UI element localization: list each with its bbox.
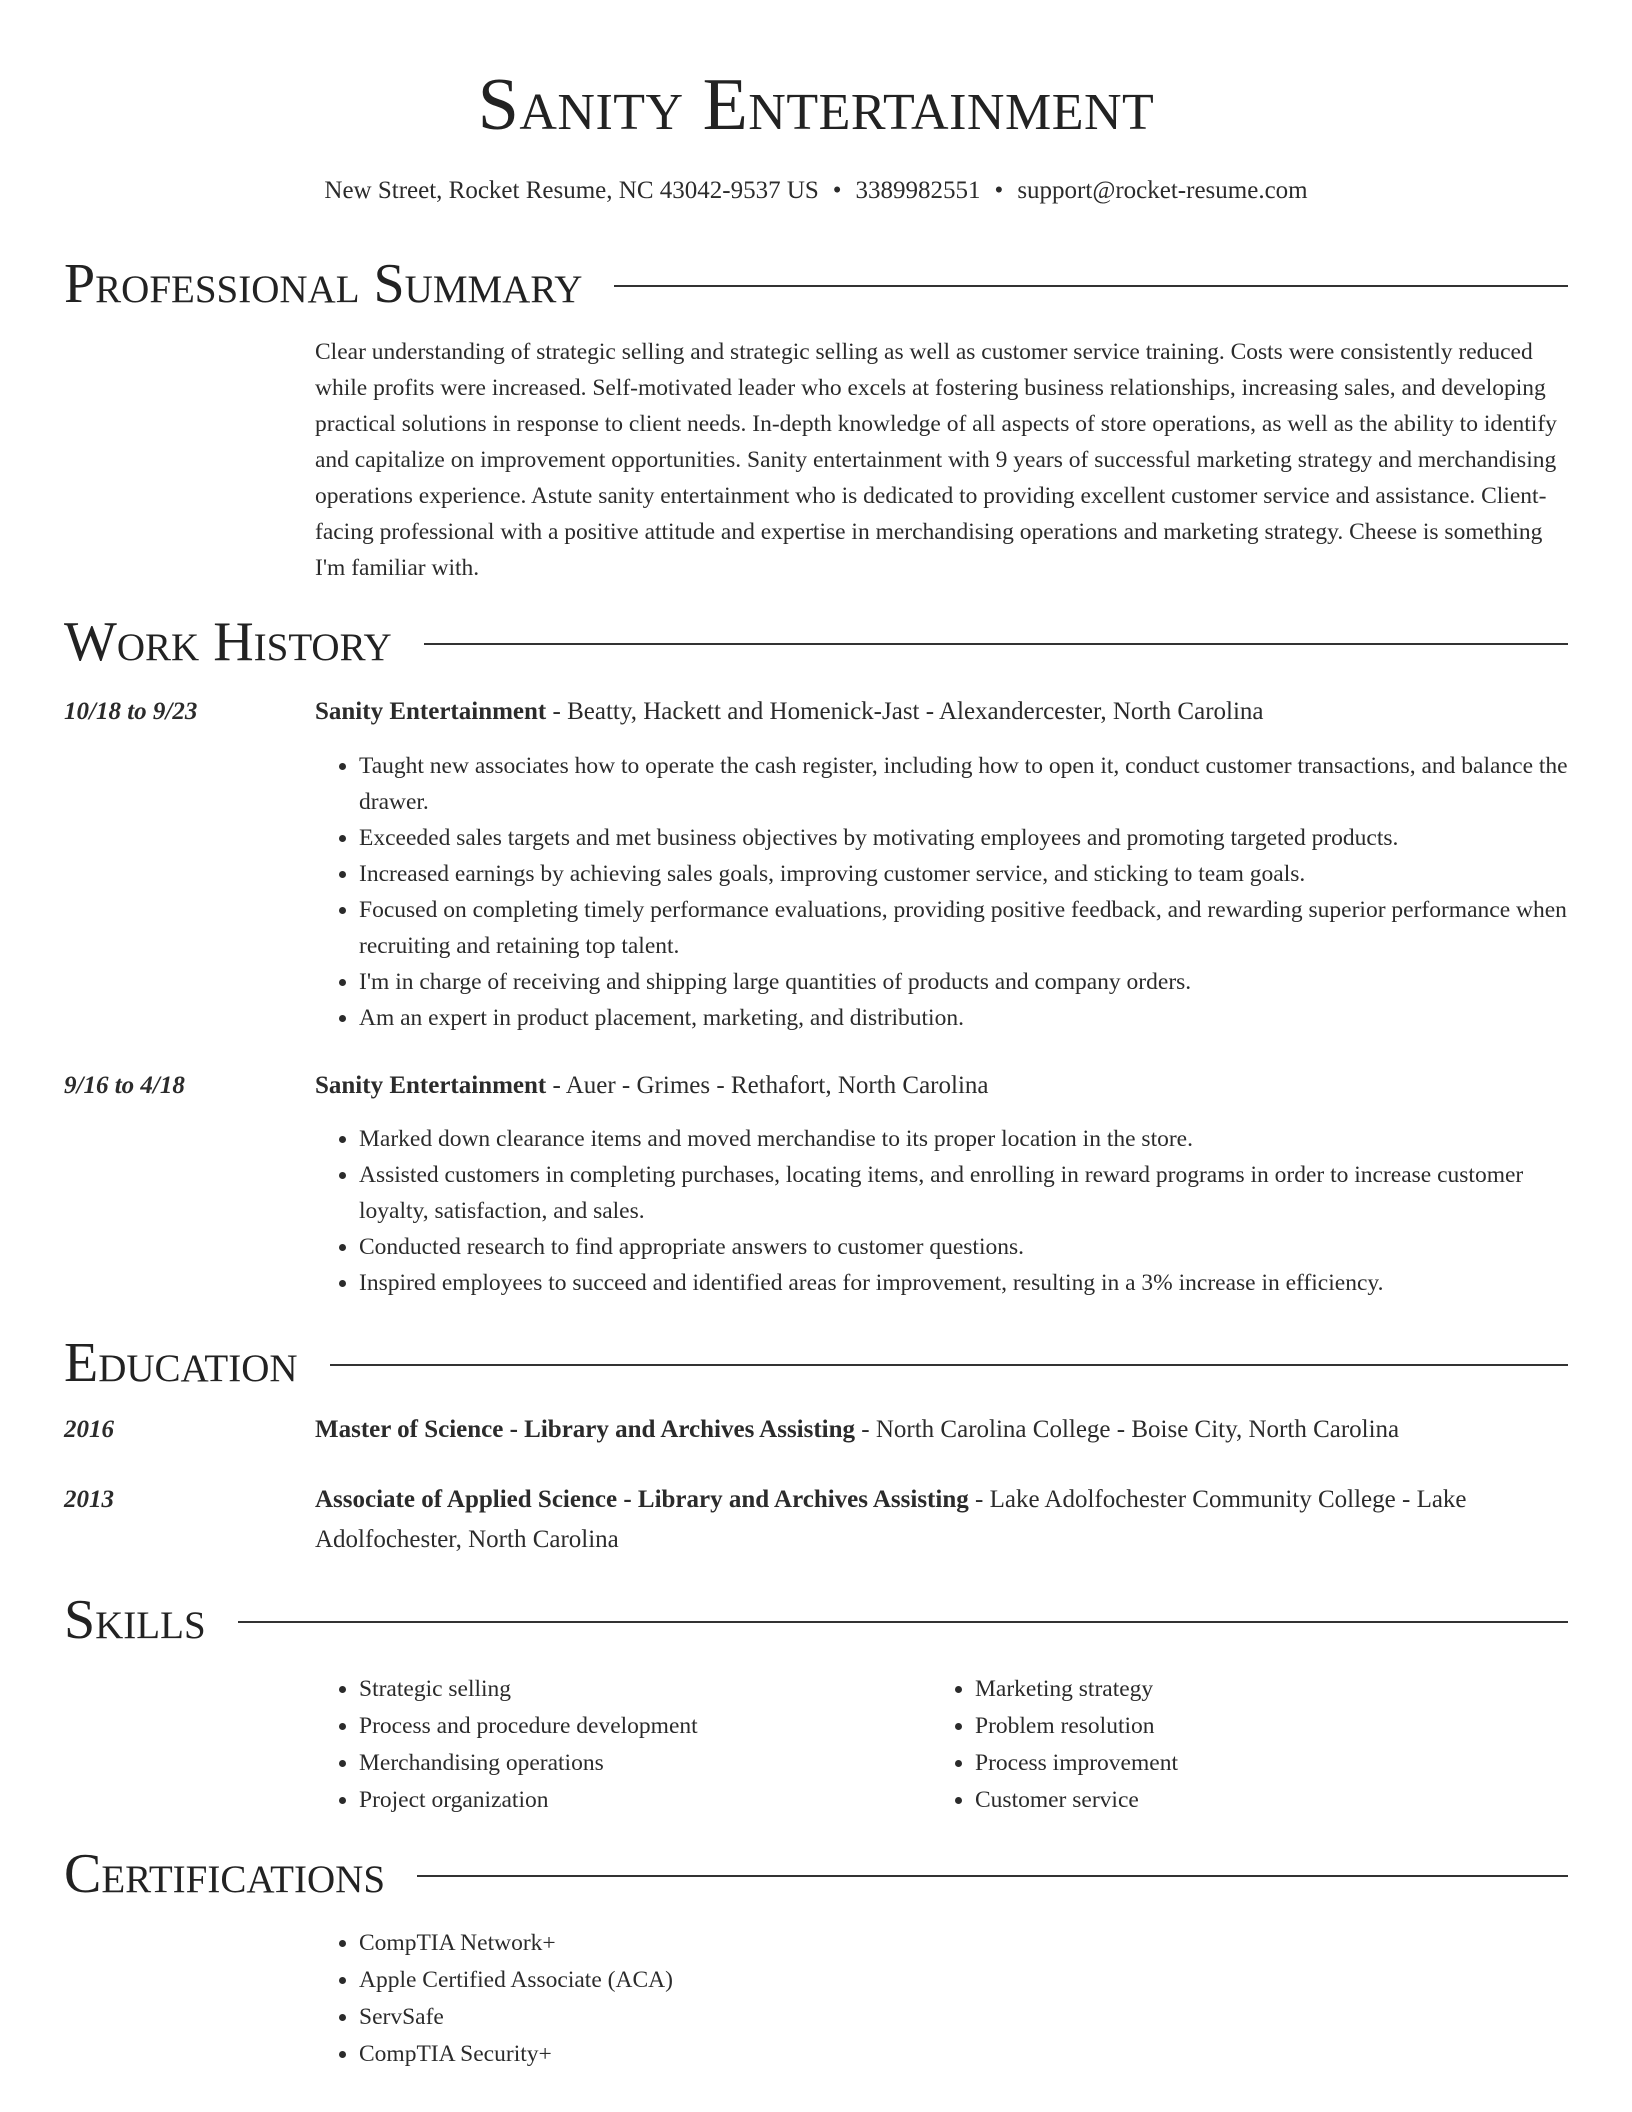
section-title-certifications: Certifications [64,1843,386,1905]
contact-separator: • [994,177,1004,204]
section-divider [424,643,1568,645]
certifications-list [315,1925,875,2073]
job-company: Sanity Entertainment [315,698,547,725]
job-heading [315,1066,1568,1106]
list-item: • Marketing strategy [975,1671,1491,1708]
list-item: • Focused on completing timely performance evaluations, providing positive feedback, and rewarding superior performance when recruiting and retaining top talent. [359,892,1568,964]
job-bullets [315,1121,1568,1301]
section-title-education: Education [64,1332,298,1394]
list-item: • Process improvement [975,1745,1491,1782]
contact-line [0,174,1632,208]
education-degree: Master of Science - Library and Archives Assisting [315,1416,856,1443]
section-title-work: Work History [64,611,392,673]
list-item: • Conducted research to find appropriate answers to customer questions. [359,1229,1568,1265]
contact-email: support@rocket-resume.com [1017,177,1308,204]
job-company: Sanity Entertainment [315,1072,547,1099]
list-item: • Inspired employees to succeed and identified areas for improvement, resulting in a 3% increase in efficiency. [359,1265,1568,1301]
list-item: • ServSafe [359,1999,875,2036]
list-item: • Am an expert in product placement, marketing, and distribution. [359,1000,1568,1036]
job-dates: 9/16 to 4/18 [64,1072,185,1099]
list-item: • CompTIA Network+ [359,1925,875,1962]
section-header-summary [64,252,1568,316]
section-title-summary: Professional Summary [64,253,583,315]
job-details: - Beatty, Hackett and Homenick-Jast - Alexandercester, North Carolina [546,698,1264,725]
education-year: 2016 [64,1416,114,1443]
education-year: 2013 [64,1486,114,1513]
section-divider [238,1621,1568,1623]
section-title-skills: Skills [64,1589,206,1651]
list-item: • Marked down clearance items and moved merchandise to its proper location in the store. [359,1121,1568,1157]
list-item: • Taught new associates how to operate the cash register, including how to open it, conduct customer transactions, and balance the drawer. [359,748,1568,820]
summary-text: Clear understanding of strategic selling and strategic selling as well as customer service training. Costs were consistently reduced while profits were increased. Self-motivated leader who excels at fostering business relationships, increasing sales, and developing practical solutions in response to client needs. In-depth knowledge of all aspects of store operations, as well as the ability to identify and capitalize on improvement opportunities. Sanity entertainment with 9 years of successful marketing strategy and merchandising operations experience. Astute sanity entertainment who is dedicated to providing excellent customer service and assistance. Client-facing professional with a positive attitude and expertise in merchandising operations and marketing strategy. Cheese is something I'm familiar with. [315,339,1557,581]
contact-phone: 3389982551 [855,177,981,204]
skills-list-right [931,1671,1491,1819]
section-header-certifications [64,1842,1568,1906]
list-item: • Strategic selling [359,1671,875,1708]
list-item: • Project organization [359,1782,875,1819]
education-details: - North Carolina College - Boise City, North Carolina [855,1416,1400,1443]
candidate-name: Sanity Entertainment [477,64,1155,146]
section-header-work [64,610,1568,674]
job-details: - Auer - Grimes - Rethafort, North Carolina [546,1072,989,1099]
job-heading [315,692,1568,732]
list-item: • CompTIA Security+ [359,2036,875,2073]
list-item: • I'm in charge of receiving and shipping large quantities of products and company orders. [359,964,1568,1000]
contact-address: New Street, Rocket Resume, NC 43042-9537 US [324,177,819,204]
job-dates: 10/18 to 9/23 [64,698,198,725]
list-item: • Merchandising operations [359,1745,875,1782]
list-item: • Assisted customers in completing purchases, locating items, and enrolling in reward programs in order to increase customer loyalty, satisfaction, and sales. [359,1157,1568,1229]
section-divider [614,285,1568,287]
education-degree: Associate of Applied Science - Library and Archives Assisting [315,1486,969,1513]
contact-separator: • [832,177,842,204]
list-item: • Increased earnings by achieving sales goals, improving customer service, and sticking to team goals. [359,856,1568,892]
section-header-skills [64,1588,1568,1652]
education-details: - Lake Adolfochester Community College - Lake Adolfochester, North Carolina [315,1486,1467,1553]
section-divider [330,1364,1568,1366]
skills-list-left [315,1671,875,1819]
list-item: • Process and procedure development [359,1708,875,1745]
list-item: • Exceeded sales targets and met business objectives by motivating employees and promoting targeted products. [359,820,1568,856]
job-bullets [315,748,1568,1036]
education-heading [315,1410,1568,1450]
education-heading [315,1480,1568,1560]
list-item: • Customer service [975,1782,1491,1819]
section-header-education [64,1331,1568,1395]
list-item: • Apple Certified Associate (ACA) [359,1962,875,1999]
list-item: • Problem resolution [975,1708,1491,1745]
section-divider [417,1875,1568,1877]
